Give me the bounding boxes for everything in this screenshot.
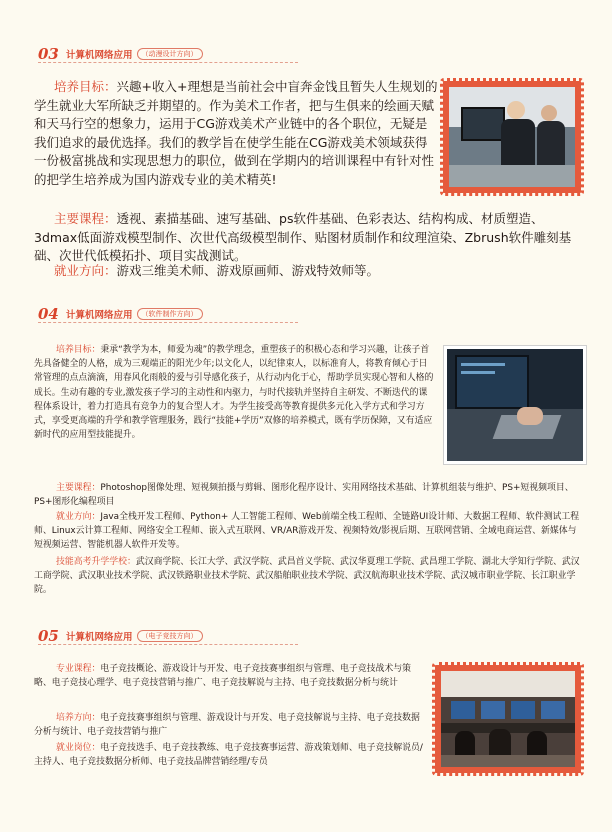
section-05-subtitle: （电子竞技方向） [137,630,203,642]
section-04-photo [447,349,583,461]
section-04-jobs [34,510,582,553]
section-05-major-text: 电子竞技概论、游戏设计与开发、电子竞技赛事组织与管理、电子竞技战术与策略、电子竞技心理学、电子竞技营销与推广、电子竞技解说与主持、电子竞技数据分析与统计 [34,664,411,689]
section-03-header [38,44,318,64]
section-03-divider [38,62,298,64]
section-03-goal-text: 兴趣+收入+理想是当前社会中盲奔金饯且暂失人生规划的学生就业大军所缺乏并期望的。作为美术工作者，把与生俱来的绘画天赋和天马行空的想象力，运用于CG游戏美术产业链中的各个职位，无疑是我们追求的最优选择。我们的教学旨在使学生能在CG游戏美术领域获得一份极富挑战和实现思想力的职位，做到在学期内的培训课程中有针对性的把学生培养成为国内游戏专业的美术精英! [34,79,438,187]
section-04-goal [34,343,434,442]
section-05-goal [34,711,424,739]
section-03-courses-label: 主要课程： [54,211,117,226]
section-04-colleges-label: 技能高考升学学校： [56,557,136,567]
section-05-divider [38,644,298,646]
section-04-colleges [34,555,582,598]
section-04-courses-text: Photoshop图像处理、短视频拍摄与剪辑、图形化程序设计、实用网络技术基础、计算机组装与维护、PS+短视频项目、PS+图形化编程项目 [34,483,574,508]
section-04-photo-frame [444,346,586,464]
section-05-goal-label: 培养方向： [56,713,101,723]
section-04-goal-label: 培养目标： [56,345,101,355]
section-05-header [38,626,318,646]
section-04-goal-text: 秉承“教学为本，师爱为魂”的教学理念，重塑孩子的积极心态和学习兴趣，让孩子首先具备健全的人格，成为三观端正的阳光少年;以文化人，以纪律束人，以标准育人，将教育倾心于日常管理的点点滴滴，用春风化雨般的爱与引导感化孩子，从行动内化于心，帮助学员实现心智和人格的成长。生动有趣的专业,激发孩子学习的主动性和内驱力，与时代接轨并坚持自主研发、不断迭代的课程体系设计，着力打造具有竞争力的复合型人才。为学生接受高等教育提供多元化入学方式和学习方式，享受更高端的升学和教学管理服务，践行“技能+学历”双修的培养模式，既有学历保障，又有适应新时代的应用型技能提升。 [34,345,434,441]
section-05-jobs [34,741,424,769]
section-04-colleges-text: 武汉商学院、长江大学、武汉学院、武昌首义学院、武汉华夏理工学院、武昌理工学院、湖北大学知行学院、武汉工商学院、武汉职业技术学院、武汉铁路职业技术学院、武汉船舶职业技术学院、武汉航海职业技术学院、武汉城市职业学院、长江职业学院。 [34,557,580,596]
section-03-jobs-label: 就业方向： [54,263,117,278]
section-03-number: 03 [38,45,59,63]
section-04-courses [34,481,582,509]
section-03-photo [449,87,575,187]
section-04-number: 04 [38,305,59,323]
section-05-title: 计算机网络应用 [66,632,133,643]
section-03-jobs [34,262,586,281]
section-04-courses-label: 主要课程： [56,483,101,493]
section-04-jobs-label: 就业方向： [56,512,101,522]
section-05-goal-text: 电子竞技赛事组织与管理、游戏设计与开发、电子竞技解说与主持、电子竞技数据分析与统计、电子竞技营销与推广 [34,713,420,738]
section-03-courses-text: 透视、素描基础、速写基础、ps软件基础、色彩表达、结构构成、材质塑造、3dmax低面游戏模型制作、次世代高级模型制作、贴图材质制作和纹理渲染、Zbrush软件雕刻基础、次世代低模拓扑、项目实战测试。 [34,211,572,264]
section-05-jobs-text: 电子竞技选手、电子竞技教练、电子竞技赛事运营、游戏策划师、电子竞技解说员/主持人、电子竞技数据分析师、电子竞技品牌营销经理/专员 [34,743,423,768]
section-03-subtitle: （动漫设计方向） [137,48,203,60]
section-05-photo [441,671,575,767]
section-03-goal-label: 培养目标： [54,79,117,94]
section-03-jobs-text: 游戏三维美术师、游戏原画师、游戏特效师等。 [116,263,380,278]
section-05-major [34,662,424,690]
section-04-header [38,304,318,324]
section-03-goal [34,78,438,190]
section-05-number: 05 [38,627,59,645]
section-05-photo-frame [432,662,584,776]
section-04-title: 计算机网络应用 [66,310,133,321]
section-05-jobs-label: 就业岗位： [56,743,101,753]
section-05-major-label: 专业课程： [56,664,101,674]
section-04-jobs-text: Java全栈开发工程师、Python+ 人工智能工程师、Web前端全栈工程师、全链路UI设计师、大数据工程师、软件测试工程师、Linux云计算工程师、网络安全工程师、嵌入式互联网、VR/AR游戏开发、视频特效/影视后期、互联网营销、全域电商运营、新媒体与短视频运营、智能机器人软件开发等。 [34,512,580,551]
section-03-courses [34,210,586,266]
section-04-subtitle: （软件制作方向） [137,308,203,320]
section-03-title: 计算机网络应用 [66,50,133,61]
section-03-photo-frame [440,78,584,196]
section-04-divider [38,322,298,324]
